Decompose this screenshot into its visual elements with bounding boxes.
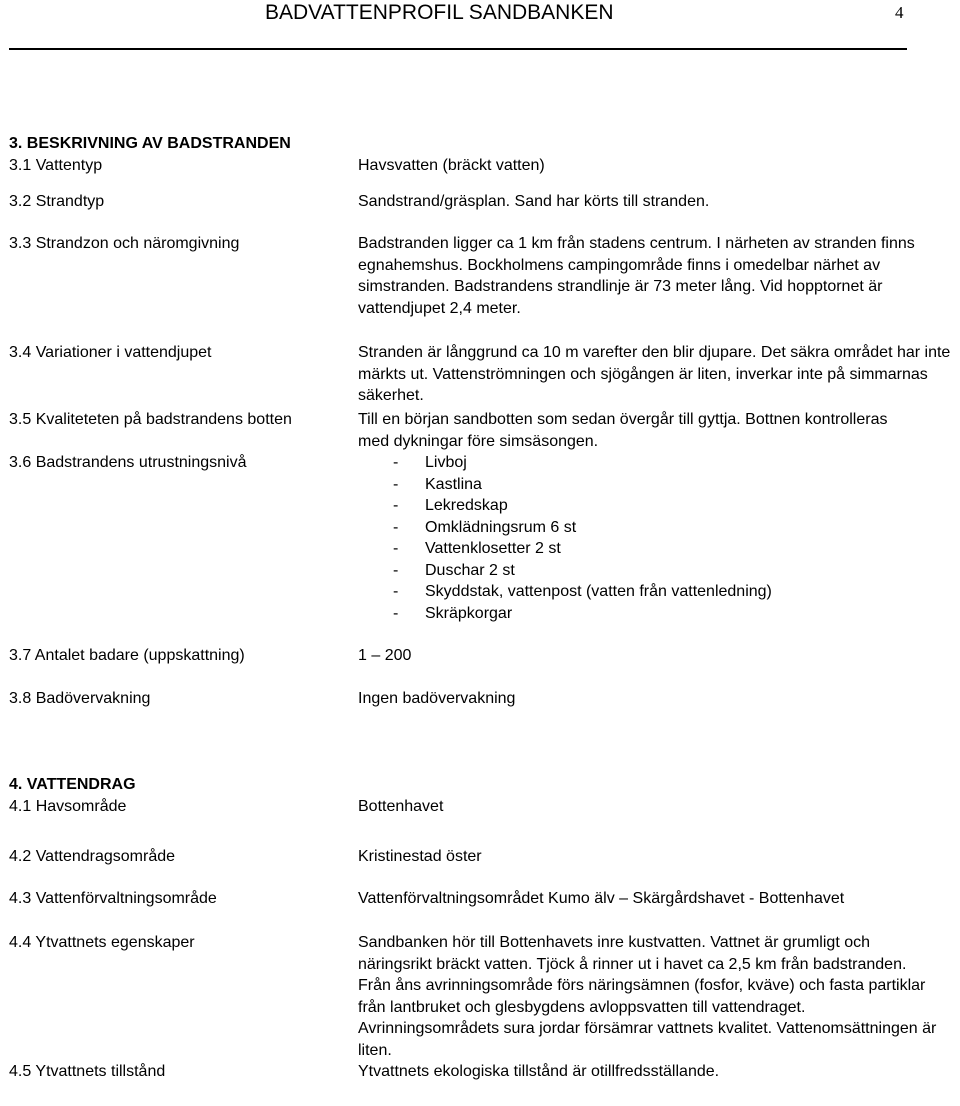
row-4-1-label: 4.1 Havsområde [9, 798, 127, 815]
list-dash: - [393, 540, 399, 557]
list-dash: - [393, 475, 399, 493]
row-3-8-value: Ingen badövervakning [358, 690, 516, 707]
row-3-1-value: Havsvatten (bräckt vatten) [358, 157, 545, 174]
row-4-2-label: 4.2 Vattendragsområde [9, 848, 176, 865]
list-item-text: Omklädningsrum 6 st [425, 518, 577, 536]
document-title: BADVATTENPROFIL SANDBANKEN [265, 1, 614, 24]
list-item-text: Vattenklosetter 2 st [425, 540, 561, 557]
row-3-6-label: 3.6 Badstrandens utrustningsnivå [9, 454, 247, 471]
list-item-text: Duschar 2 st [425, 561, 515, 579]
list-dash: - [393, 583, 399, 600]
list-dash: - [393, 518, 399, 536]
list-item-text: Livboj [425, 454, 467, 471]
row-4-3-label: 4.3 Vattenförvaltningsområde [9, 890, 217, 907]
row-4-2-value: Kristinestad öster [358, 848, 482, 865]
list-item-text: Skräpkorgar [425, 604, 513, 622]
list-dash: - [393, 497, 399, 514]
row-3-2-label: 3.2 Strandtyp [9, 193, 105, 210]
list-dash: - [393, 561, 399, 579]
row-4-3-value: Vattenförvaltningsområdet Kumo älv – Skärgårdshavet - Bottenhavet [358, 890, 845, 907]
list-dash: - [393, 604, 399, 622]
row-4-5-label: 4.5 Ytvattnets tillstånd [9, 1063, 166, 1080]
header-rule [9, 48, 907, 50]
row-3-2-value: Sandstrand/gräsplan. Sand har körts till stranden. [358, 193, 710, 210]
row-3-4-label: 3.4 Variationer i vattendjupet [9, 344, 212, 361]
row-4-4-value: Sandbanken hör till Bottenhavets inre kustvatten. Vattnet är grumligt och näringsrikt bräckt vatten. Tjöck å rinner ut i havet ca 2,5 km från badstranden. Från åns avrinningsområde förs näringsämnen (fosfor, kväve) och fasta partiklar från lantbruket och glesbygdens avloppsvatten till vattendraget. Avrinningsområdets sura jordar försämrar vattnets kvalitet. Vattenomsättningen är liten. [358, 934, 937, 1059]
section-4-heading: 4. VATTENDRAG [9, 776, 136, 793]
row-3-5-value: Till en början sandbotten som sedan övergår till gyttja. Bottnen kontrolleras med dykningar före simsäsongen. [358, 411, 888, 450]
row-3-8-label: 3.8 Badövervakning [9, 690, 151, 707]
row-3-7-value: 1 – 200 [358, 647, 412, 664]
row-3-4-value: Stranden är långgrund ca 10 m varefter den blir djupare. Det säkra området har inte märkts ut. Vattenströmningen och sjögången är liten, inverkar inte på simmarnas säkerhet. [358, 344, 951, 404]
list-item-text: Lekredskap [425, 497, 508, 514]
page-number: 4 [895, 3, 904, 22]
row-4-4-label: 4.4 Ytvattnets egenskaper [9, 934, 195, 951]
row-4-1-value: Bottenhavet [358, 798, 444, 815]
row-3-1-label: 3.1 Vattentyp [9, 157, 103, 174]
row-3-5-label: 3.5 Kvaliteteten på badstrandens botten [9, 411, 292, 428]
list-item-text: Kastlina [425, 475, 482, 493]
row-3-3-value: Badstranden ligger ca 1 km från stadens centrum. I närheten av stranden finns egnahemshus. Bockholmens campingområde finns i omedelbar närhet av simstranden. Badstrandens strandlinje är 73 meter lång. Vid hopptornet är vattendjupet 2,4 meter. [358, 235, 915, 317]
row-3-7-label: 3.7 Antalet badare (uppskattning) [9, 647, 245, 664]
list-item-text: Skyddstak, vattenpost (vatten från vattenledning) [425, 583, 772, 600]
row-3-3-label: 3.3 Strandzon och näromgivning [9, 235, 240, 252]
row-4-5-value: Ytvattnets ekologiska tillstånd är otillfredsställande. [358, 1063, 720, 1080]
list-dash: - [393, 454, 399, 471]
section-3-heading: 3. BESKRIVNING AV BADSTRANDEN [9, 135, 291, 152]
